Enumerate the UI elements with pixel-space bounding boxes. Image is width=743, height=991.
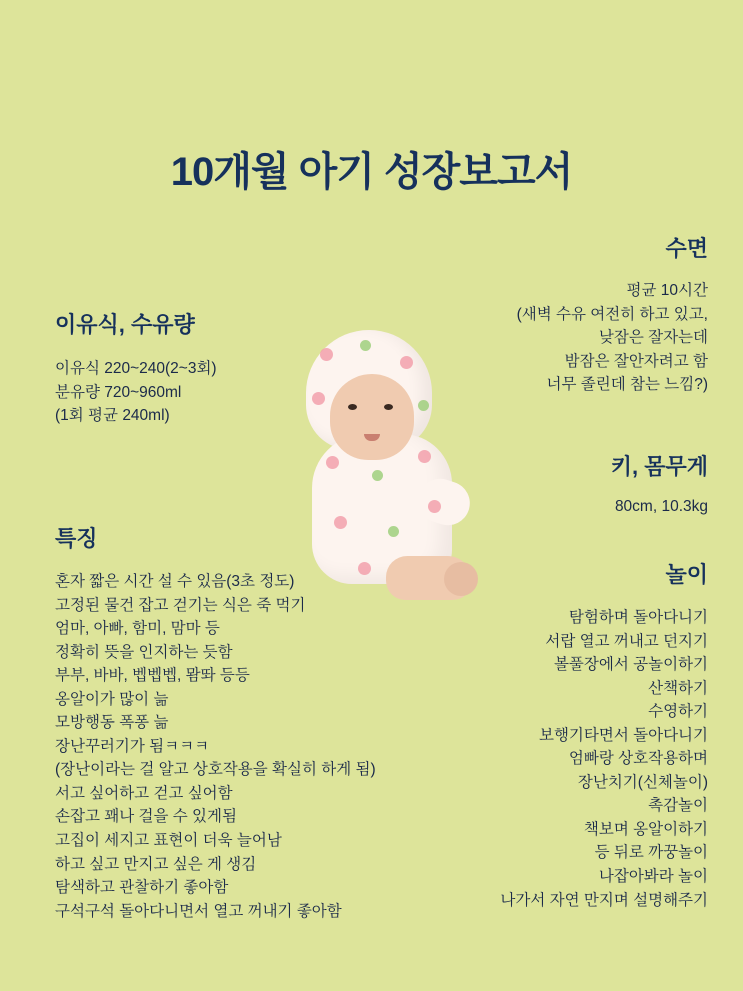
section-size-body (388, 495, 708, 519)
photo-pattern-dot (326, 456, 339, 469)
sleep-line: (새벽 수유 여전히 하고 있고, (516, 305, 708, 323)
play-line: 볼풀장에서 공놀이하기 (553, 656, 708, 674)
traits-line: 부부, 바바, 벱벱벱, 뫔똬 등등 (55, 667, 250, 685)
play-line: 엄빠랑 상호작용하며 (568, 750, 708, 768)
traits-line: 혼자 짧은 시간 설 수 있음(3초 정도) (55, 573, 295, 590)
play-line: 등 뒤로 까꿍놀이 (594, 844, 708, 862)
section-feeding-heading: 이유식, 수유량 (55, 312, 195, 337)
feeding-line: 이유식 220~240(2~3회) (55, 360, 217, 377)
photo-eye-right (384, 404, 393, 410)
traits-line: (장난이라는 걸 알고 상호작용을 확실히 하게 됨) (55, 761, 376, 779)
play-line: 촉감놀이 (648, 797, 708, 815)
play-line: 책보며 옹알이하기 (583, 820, 708, 838)
traits-line: 정확히 뜻을 인지하는 듯함 (55, 643, 233, 661)
traits-line: 서고 싶어하고 걷고 싶어함 (55, 784, 233, 802)
section-sleep (388, 232, 708, 397)
play-line: 수영하기 (648, 703, 708, 721)
play-line: 서랍 열고 꺼내고 던지기 (545, 632, 708, 650)
photo-pattern-dot (418, 400, 429, 411)
traits-line: 하고 싶고 만지고 싶은 게 생김 (55, 855, 257, 873)
section-play-body (378, 606, 708, 912)
section-play-heading: 놀이 (665, 562, 708, 587)
section-size (388, 450, 708, 519)
feeding-line: (1회 평균 240ml) (55, 407, 170, 425)
section-play (378, 558, 708, 912)
traits-line: 구석구석 돌아다니면서 열고 꺼내기 좋아함 (55, 902, 342, 920)
play-line: 나가서 자연 만지며 설명해주기 (500, 891, 708, 909)
play-line: 보행기타면서 돌아다니기 (538, 726, 708, 744)
play-line: 산책하기 (648, 679, 708, 697)
play-line: 나잡아봐라 놀이 (598, 868, 708, 886)
play-line: 장난치기(신체놀이) (577, 773, 708, 791)
sleep-line: 낮잠은 잘자는데 (598, 329, 708, 347)
play-line: 탐험하며 돌아다니기 (568, 609, 708, 626)
feeding-line: 분유량 720~960ml (55, 383, 182, 401)
page-title: 10개월 아기 성장보고서 (170, 150, 573, 194)
section-sleep-heading: 수면 (665, 236, 708, 261)
size-line: 80cm, 10.3kg (614, 498, 708, 515)
traits-line: 손잡고 꽤나 걸을 수 있게됨 (55, 808, 237, 826)
sleep-line: 평균 10시간 (626, 282, 708, 299)
traits-line: 옹알이가 많이 늚 (55, 690, 169, 708)
traits-line: 모방행동 폭퐁 늚 (55, 714, 169, 732)
traits-line: 탐색하고 관찰하기 좋아함 (55, 879, 229, 897)
section-sleep-body (388, 279, 708, 397)
section-size-heading: 키, 몸무게 (610, 454, 708, 479)
section-traits-heading: 특징 (55, 526, 98, 551)
traits-line: 고집이 세지고 표현이 더욱 늘어남 (55, 832, 282, 850)
traits-line: 엄마, 아빠, 함미, 맘마 등 (55, 620, 220, 638)
section-feeding (55, 308, 355, 428)
traits-line: 장난꾸러기가 됨ㅋㅋㅋ (55, 737, 210, 755)
sleep-line: 밤잠은 잘안자려고 함 (564, 352, 708, 370)
traits-line: 고정된 물건 잡고 걷기는 식은 죽 먹기 (55, 596, 306, 614)
sleep-line: 너무 졸린데 참는 느낌?) (546, 376, 708, 394)
section-feeding-body (55, 357, 355, 428)
photo-pattern-dot (360, 340, 371, 351)
photo-pattern-dot (372, 470, 383, 481)
